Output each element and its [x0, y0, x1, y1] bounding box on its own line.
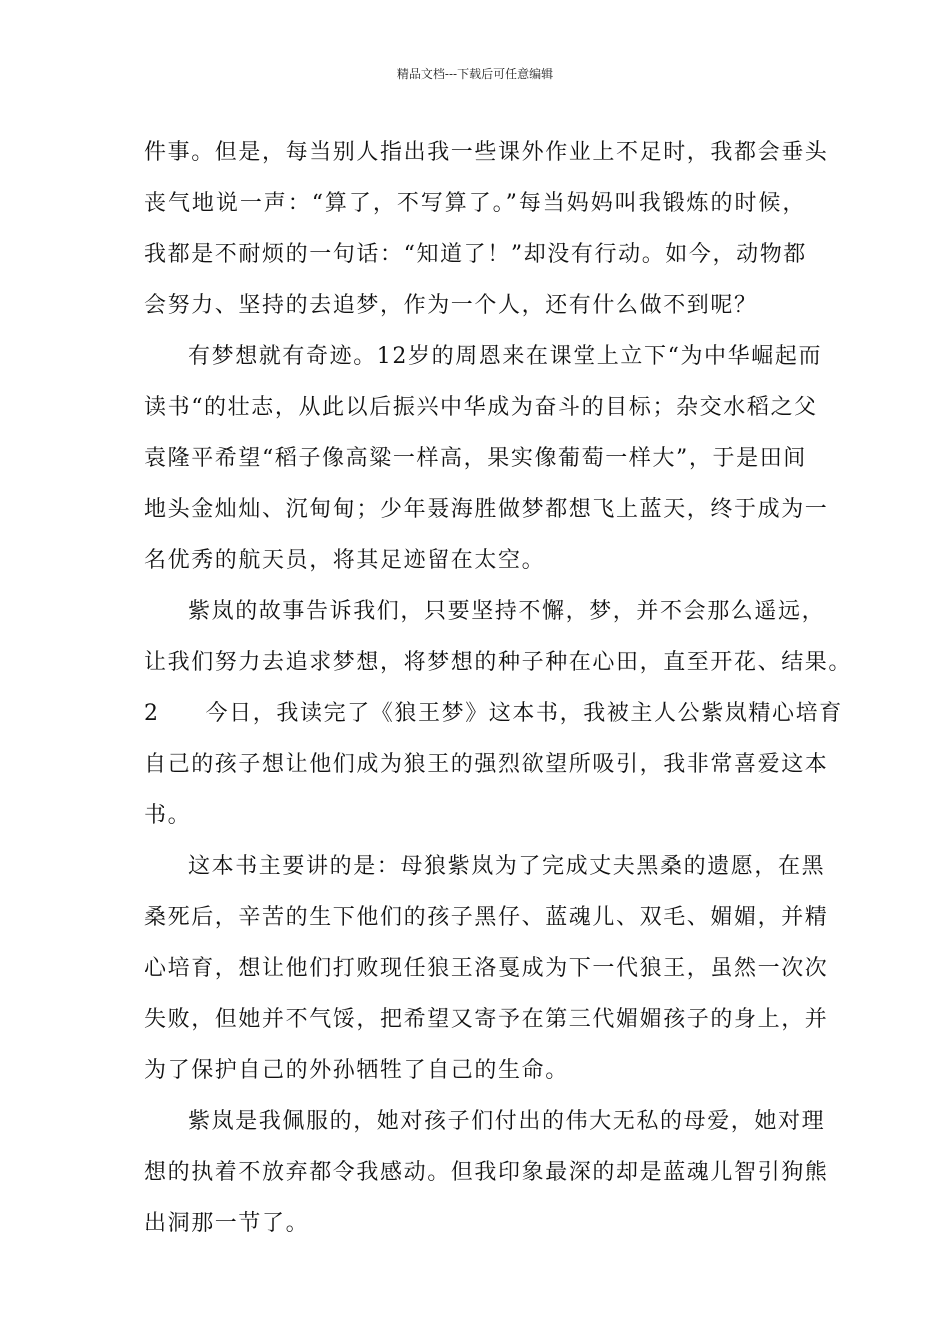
paragraph — [144, 331, 829, 586]
text-line: 紫岚的故事告诉我们，只要坚持不懈，梦，并不会那么遥远， — [188, 599, 826, 624]
paragraph-number: 2 — [144, 701, 160, 726]
text-line: 有梦想就有奇迹。12岁的周恩来在课堂上立下“为中华崛起而 — [188, 344, 823, 369]
text-line: 为了保护自己的外孙牺牲了自己的生命。 — [144, 1058, 569, 1083]
text-line: 紫岚是我佩服的，她对孩子们付出的伟大无私的母爱，她对理 — [188, 1109, 826, 1134]
text-line: 桑死后，辛苦的生下他们的孩子黑仔、蓝魂儿、双毛、媚媚，并精 — [144, 905, 829, 930]
text-line: 名优秀的航天员，将其足迹留在太空。 — [144, 548, 546, 573]
paragraph — [144, 841, 829, 1096]
text-line: 件事。但是，每当别人指出我一些课外作业上不足时，我都会垂头 — [144, 140, 829, 165]
paragraph — [144, 586, 853, 688]
text-line: 丧气地说一声：“算了，不写算了。”每当妈妈叫我锻炼的时候， — [144, 191, 806, 216]
document-body — [144, 127, 853, 1249]
page-header: 精品文档---下载后可任意编辑 — [396, 67, 554, 81]
text-line: 心培育，想让他们打败现任狼王洛戛成为下一代狼王，虽然一次次 — [144, 956, 829, 981]
text-line: 书。 — [144, 803, 192, 828]
text-line — [144, 688, 843, 739]
text-line: 这本书主要讲的是：母狼紫岚为了完成丈夫黑桑的遗愿，在黑 — [188, 854, 826, 879]
text-line: 袁隆平希望“稻子像高粱一样高，果实像葡萄一样大”，于是田间 — [144, 446, 807, 471]
text-line-content: 今日，我读完了《狼王梦》这本书，我被主人公紫岚精心培育 — [205, 701, 843, 726]
text-line: 想的执着不放弃都令我感动。但我印象最深的却是蓝魂儿智引狗熊 — [144, 1160, 829, 1185]
text-line: 读书“的壮志，从此以后振兴中华成为奋斗的目标；杂交水稻之父 — [144, 395, 818, 420]
paragraph — [144, 688, 843, 841]
text-line: 地头金灿灿、沉甸甸；少年聂海胜做梦都想飞上蓝天，终于成为一 — [144, 497, 829, 522]
text-line: 我都是不耐烦的一句话：“知道了！”却没有行动。如今，动物都 — [144, 242, 807, 267]
text-line: 自己的孩子想让他们成为狼王的强烈欲望所吸引，我非常喜爱这本 — [144, 752, 829, 777]
text-line: 出洞那一节了。 — [144, 1211, 310, 1236]
paragraph — [144, 127, 829, 331]
paragraph — [144, 1096, 829, 1249]
text-line: 会努力、坚持的去追梦，作为一个人，还有什么做不到呢？ — [144, 293, 758, 318]
text-line: 让我们努力去追求梦想，将梦想的种子种在心田，直至开花、结果。 — [144, 650, 853, 675]
text-line: 失败，但她并不气馁，把希望又寄予在第三代媚媚孩子的身上，并 — [144, 1007, 829, 1032]
